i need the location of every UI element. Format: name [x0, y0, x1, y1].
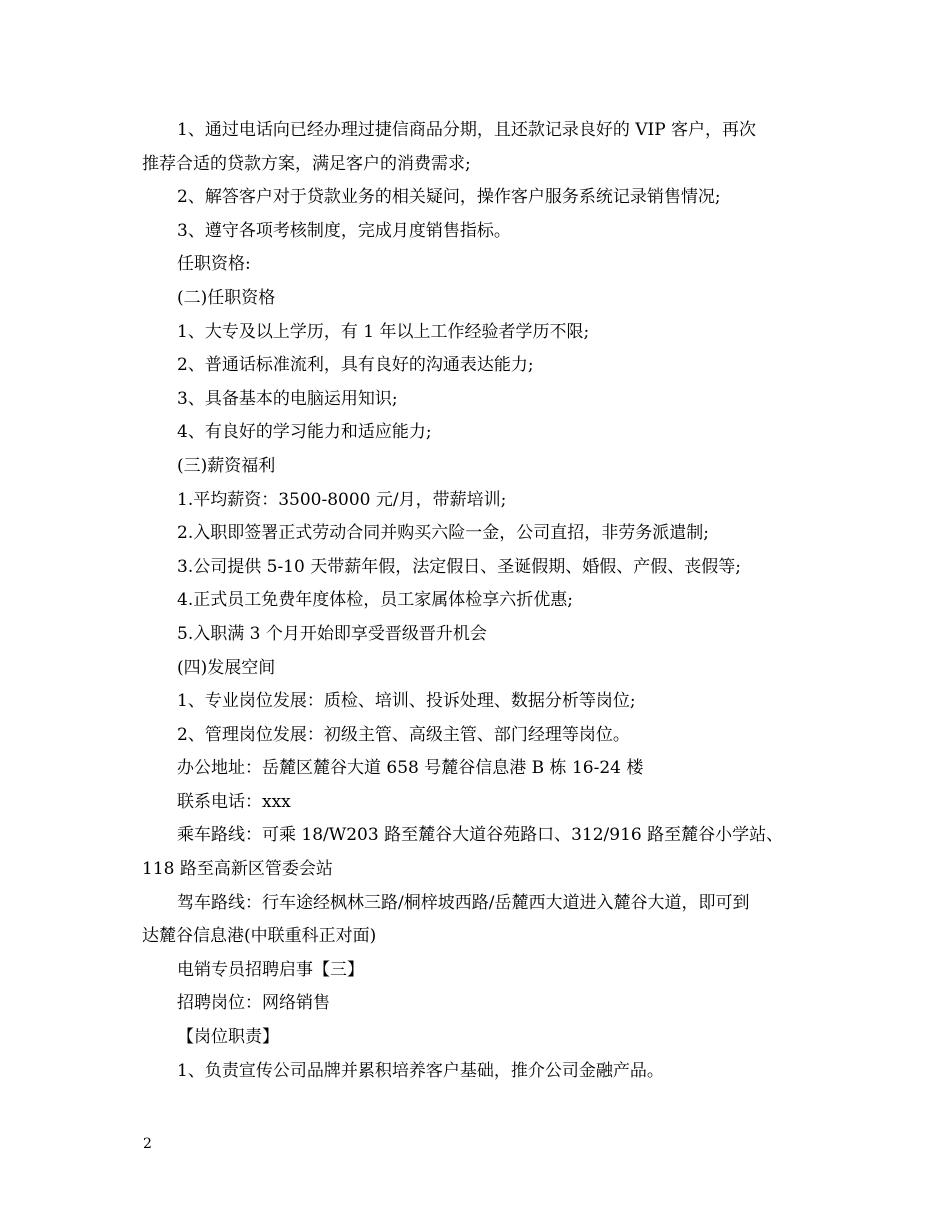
- page-number: 2: [143, 1136, 152, 1152]
- text-line: 4、有良好的学习能力和适应能力;: [177, 422, 432, 443]
- document-body: [142, 114, 832, 1088]
- section-heading: 【岗位职责】: [177, 1027, 279, 1048]
- bus-route: 乘车路线：可乘 18/W203 路至麓谷大道谷苑路口、312/916 路至麓谷小学站、: [177, 825, 784, 846]
- text-line: 1.平均薪资：3500-8000 元/月，带薪培训;: [177, 489, 507, 510]
- text-line: 推荐合适的贷款方案，满足客户的消费需求;: [142, 153, 471, 174]
- text-line: 1、负责宣传公司品牌并累积培养客户基础，推介公司金融产品。: [177, 1060, 664, 1081]
- text-line: 1、专业岗位发展：质检、培训、投诉处理、数据分析等岗位;: [177, 691, 636, 712]
- section-heading: (三)薪资福利: [177, 455, 276, 476]
- text-line: 4.正式员工免费年度体检，员工家属体检享六折优惠;: [177, 590, 573, 611]
- driving-route: 驾车路线：行车途经枫林三路/桐梓坡西路/岳麓西大道进入麓谷大道，即可到: [177, 892, 750, 913]
- section-heading: (二)任职资格: [177, 287, 276, 308]
- text-line: 2、解答客户对于贷款业务的相关疑问，操作客户服务系统记录销售情况;: [177, 187, 721, 208]
- section-heading: (四)发展空间: [177, 657, 276, 678]
- job-position: 招聘岗位：网络销售: [177, 993, 330, 1014]
- contact-phone: 联系电话：xxx: [177, 791, 291, 812]
- driving-route-continued: 达麓谷信息港(中联重科正对面): [142, 926, 377, 947]
- text-line: 3、具备基本的电脑运用知识;: [177, 388, 398, 409]
- bus-route-continued: 118 路至高新区管委会站: [142, 859, 333, 880]
- text-line: 1、通过电话向已经办理过捷信商品分期，且还款记录良好的 VIP 客户，再次: [177, 120, 757, 140]
- text-line: 2、普通话标准流利，具有良好的沟通表达能力;: [177, 355, 534, 376]
- office-address: 办公地址：岳麓区麓谷大道 658 号麓谷信息港 B 栋 16-24 楼: [177, 758, 644, 779]
- text-line: 5.入职满 3 个月开始即享受晋级晋升机会: [177, 623, 487, 644]
- text-line: 2.入职即签署正式劳动合同并购买六险一金，公司直招，非劳务派遣制;: [177, 523, 709, 544]
- text-line: 3.公司提供 5-10 天带薪年假，法定假日、圣诞假期、婚假、产假、丧假等;: [177, 556, 741, 577]
- section-title: 电销专员招聘启事【三】: [177, 959, 364, 980]
- text-line: 2、管理岗位发展：初级主管、高级主管、部门经理等岗位。: [177, 724, 630, 745]
- section-label: 任职资格:: [177, 254, 251, 275]
- text-line: 1、大专及以上学历，有 1 年以上工作经验者学历不限;: [177, 321, 590, 342]
- text-line: 3、遵守各项考核制度，完成月度销售指标。: [177, 220, 511, 241]
